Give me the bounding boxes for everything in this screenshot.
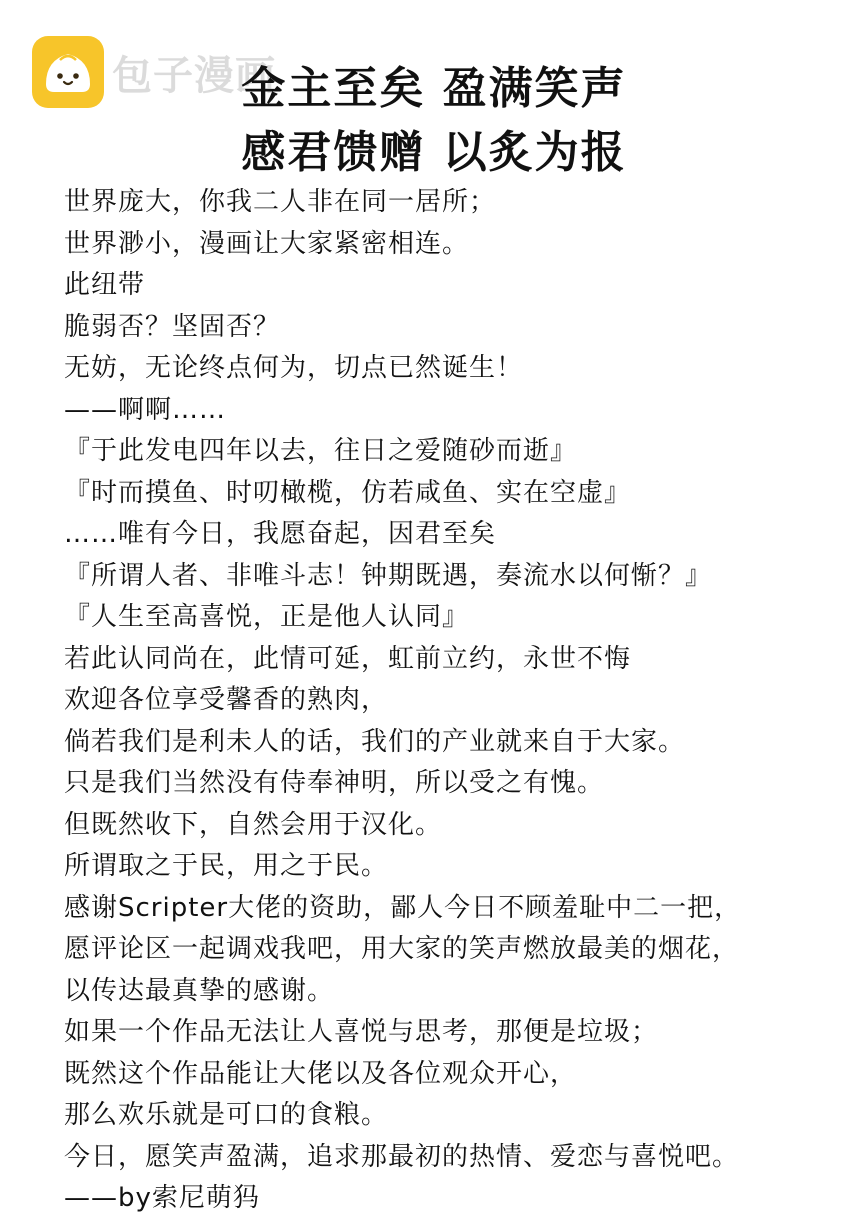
body-line: 无妨，无论终点何为，切点已然诞生！: [64, 353, 524, 383]
body-line: 世界庞大，你我二人非在同一居所；: [64, 187, 497, 217]
body-line: 脆弱否？坚固否？: [64, 311, 281, 342]
body-line: 『所谓人者、非唯斗志！钟期既遇，奏流水以何惭？』: [64, 560, 713, 591]
body-line: 但既然收下，自然会用于汉化。: [64, 809, 443, 840]
body-line: 感谢Scripter大佬的资助，鄙人今日不顾羞耻中二一把，: [64, 892, 742, 923]
body-line: 以传达最真挚的感谢。: [64, 975, 335, 1006]
body-line: 今日，愿笑声盈满，追求那最初的热情、爱恋与喜悦吧。: [64, 1141, 740, 1172]
body-line: 此纽带: [64, 270, 146, 300]
body-line: 『时而摸鱼、时叨橄榄，仿若咸鱼、实在空虚』: [64, 477, 632, 508]
body-line: 世界渺小，漫画让大家紧密相连。: [64, 228, 470, 259]
signature-line: ——by索尼萌犸: [64, 1183, 260, 1213]
body-line: 所谓取之于民，用之于民。: [64, 851, 389, 881]
body-line: 倘若我们是利未人的话，我们的产业就来自于大家。: [64, 726, 686, 757]
body-line: 只是我们当然没有侍奉神明，所以受之有愧。: [64, 768, 605, 798]
message-body: [64, 182, 854, 1220]
body-line: 『于此发电四年以去，往日之爱随砂而逝』: [64, 436, 578, 466]
body-line: 『人生至高喜悦，正是他人认同』: [64, 602, 470, 632]
body-line: ——啊啊……: [64, 394, 227, 425]
body-line: 既然这个作品能让大佬以及各位观众开心，: [64, 1058, 578, 1089]
body-line: 那么欢乐就是可口的食粮。: [64, 1100, 389, 1130]
body-line: 欢迎各位享受馨香的熟肉，: [64, 685, 389, 715]
body-line: 愿评论区一起调戏我吧，用大家的笑声燃放最美的烟花，: [64, 934, 740, 964]
page-title-line-1: 金主至矣 盈满笑声: [241, 63, 627, 114]
page-title-line-2: 感君馈赠 以炙为报: [241, 127, 627, 178]
body-line: 若此认同尚在，此情可延，虹前立约，永世不悔: [64, 643, 632, 674]
body-line: ……唯有今日，我愿奋起，因君至矣: [64, 519, 497, 549]
watermark-text: 包子漫画: [112, 52, 276, 99]
body-line: 如果一个作品无法让人喜悦与思考，那便是垃圾；: [64, 1017, 659, 1047]
